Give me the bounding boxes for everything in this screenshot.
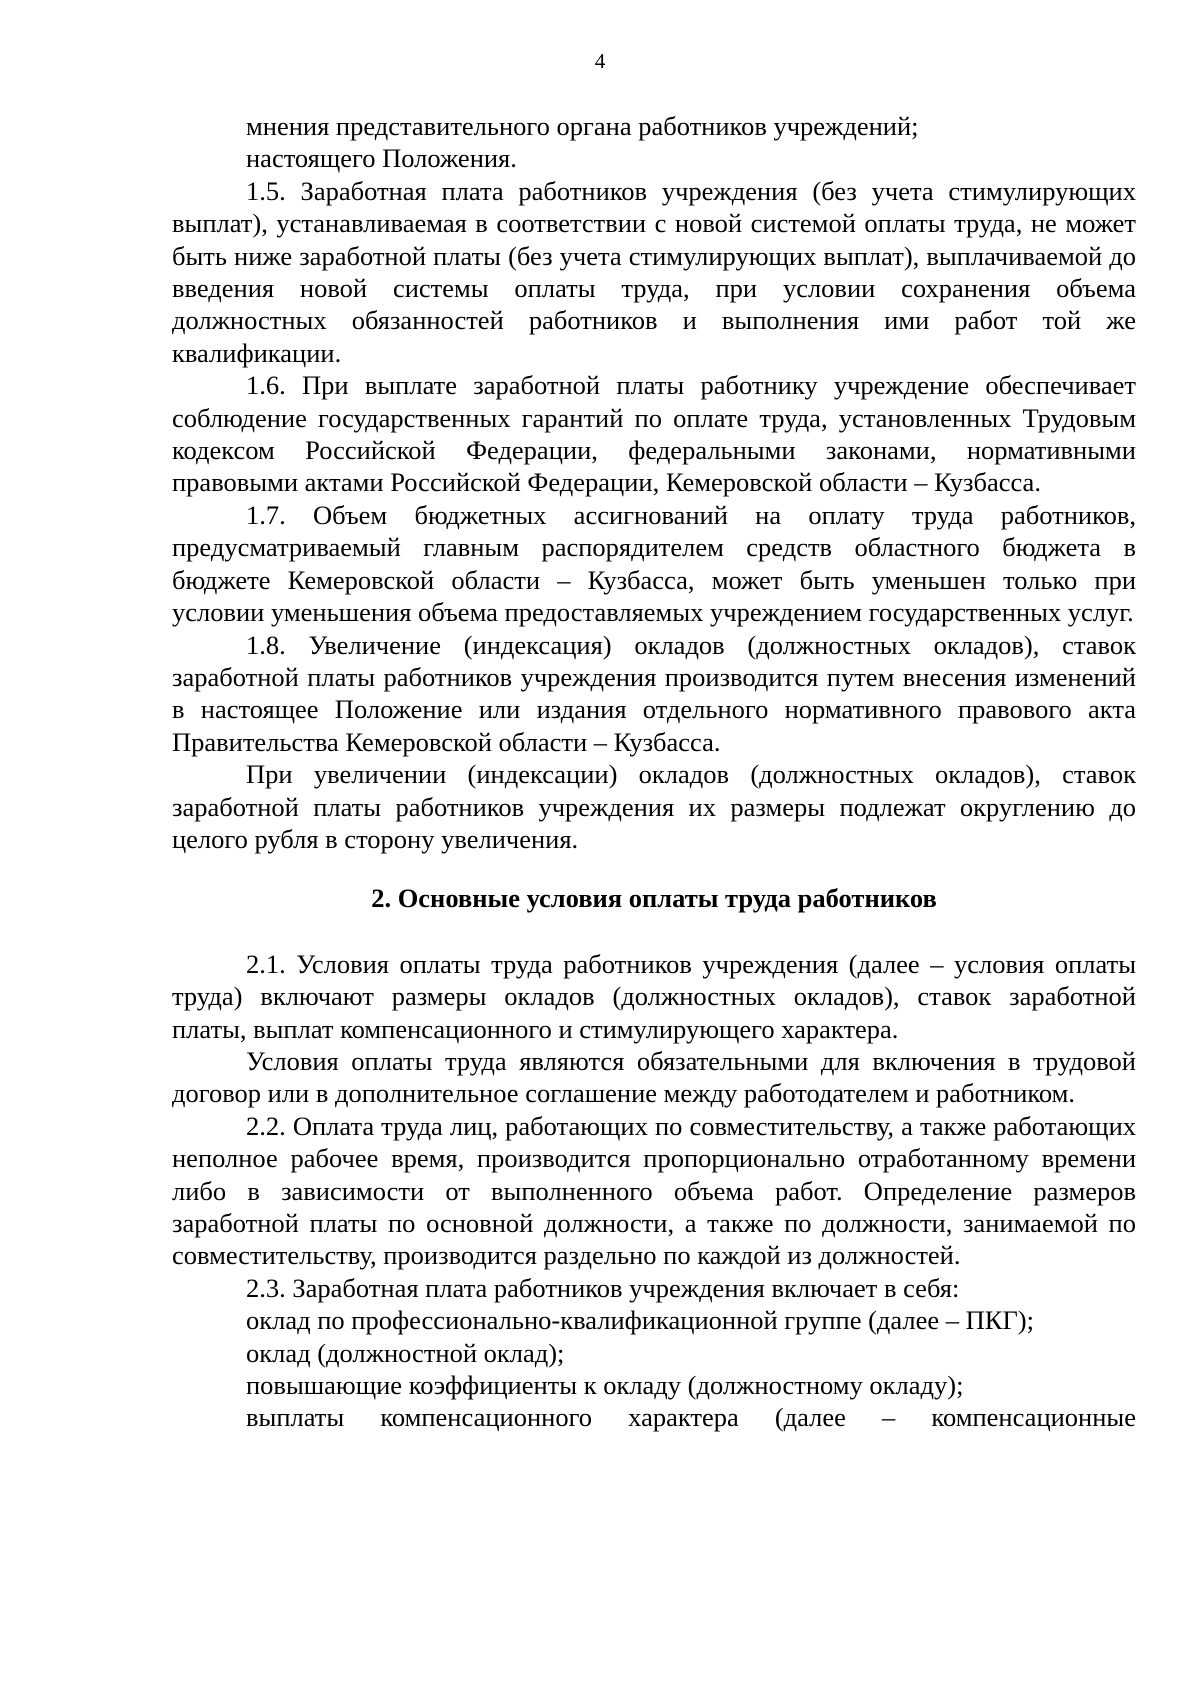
list-item-pkg-salary: оклад по профессионально-квалификационной группе (далее – ПКГ); <box>246 1305 1034 1336</box>
paragraph-1-7: 1.7. Объем бюджетных ассигнований на оплату труда работников, предусматриваемый главным распорядителем средств областного бюджета в бюджете Кемеровской области – Кузбасса, может быть уменьшен только при условии уменьшения объема предоставляемых учреждением государственных услуг. <box>172 499 1136 628</box>
page-number: 4 <box>594 49 606 73</box>
section-heading: 2. Основные условия оплаты труда работников <box>371 883 937 914</box>
paragraph-list-item: мнения представительного органа работников учреждений; <box>246 111 919 141</box>
paragraph-2-3: 2.3. Заработная плата работников учреждения включает в себя: <box>246 1272 960 1303</box>
list-item-compensation: выплаты компенсационного характера (далее – компенсационные <box>246 1402 1136 1433</box>
paragraph-1-5: 1.5. Заработная плата работников учреждения (без учета стимулирующих выплат), устанавливаемая в соответствии с новой системой оплаты труда, не может быть ниже заработной платы (без учета стимулирующих выплат), выплачиваемой до введения новой системы оплаты труда, при условии сохранения объема должностных обязанностей работников и выполнения ими работ той же квалификации. <box>172 175 1136 368</box>
paragraph-2-2: 2.2. Оплата труда лиц, работающих по совместительству, а также работающих неполное рабочее время, производится пропорционально отработанному времени либо в зависимости от выполненного объема работ. Определение размеров заработной платы по основной должности, а также по должности, занимаемой по совместительству, производится раздельно по каждой из должностей. <box>172 1110 1136 1271</box>
list-item-coefficients: повышающие коэффициенты к окладу (должностному окладу); <box>246 1370 964 1401</box>
document-body <box>172 110 1136 1434</box>
paragraph-conditions: Условия оплаты труда являются обязательными для включения в трудовой договор или в дополнительное соглашение между работодателем и работником. <box>172 1045 1136 1109</box>
paragraph-1-6: 1.6. При выплате заработной платы работнику учреждение обеспечивает соблюдение государственных гарантий по оплате труда, установленных Трудовым кодексом Российской Федерации, федеральными законами, нормативными правовыми актами Российской Федерации, Кемеровской области – Кузбасса. <box>172 370 1136 498</box>
paragraph-1-8: 1.8. Увеличение (индексация) окладов (должностных окладов), ставок заработной платы работников учреждения производится путем внесения изменений в настоящее Положение или издания отдельного нормативного правового акта Правительства Кемеровской области – Кузбасса. <box>172 629 1136 757</box>
paragraph-list-item: настоящего Положения. <box>246 143 517 174</box>
list-item-salary: оклад (должностной оклад); <box>246 1337 565 1368</box>
paragraph-indexation: При увеличении (индексации) окладов (должностных окладов), ставок заработной платы работников учреждения их размеры подлежат округлению до целого рубля в сторону увеличения. <box>172 759 1136 854</box>
paragraph-2-1: 2.1. Условия оплаты труда работников учреждения (далее – условия оплаты труда) включают размеры окладов (должностных окладов), ставок заработной платы, выплат компенсационного и стимулирующего характера. <box>172 948 1136 1044</box>
